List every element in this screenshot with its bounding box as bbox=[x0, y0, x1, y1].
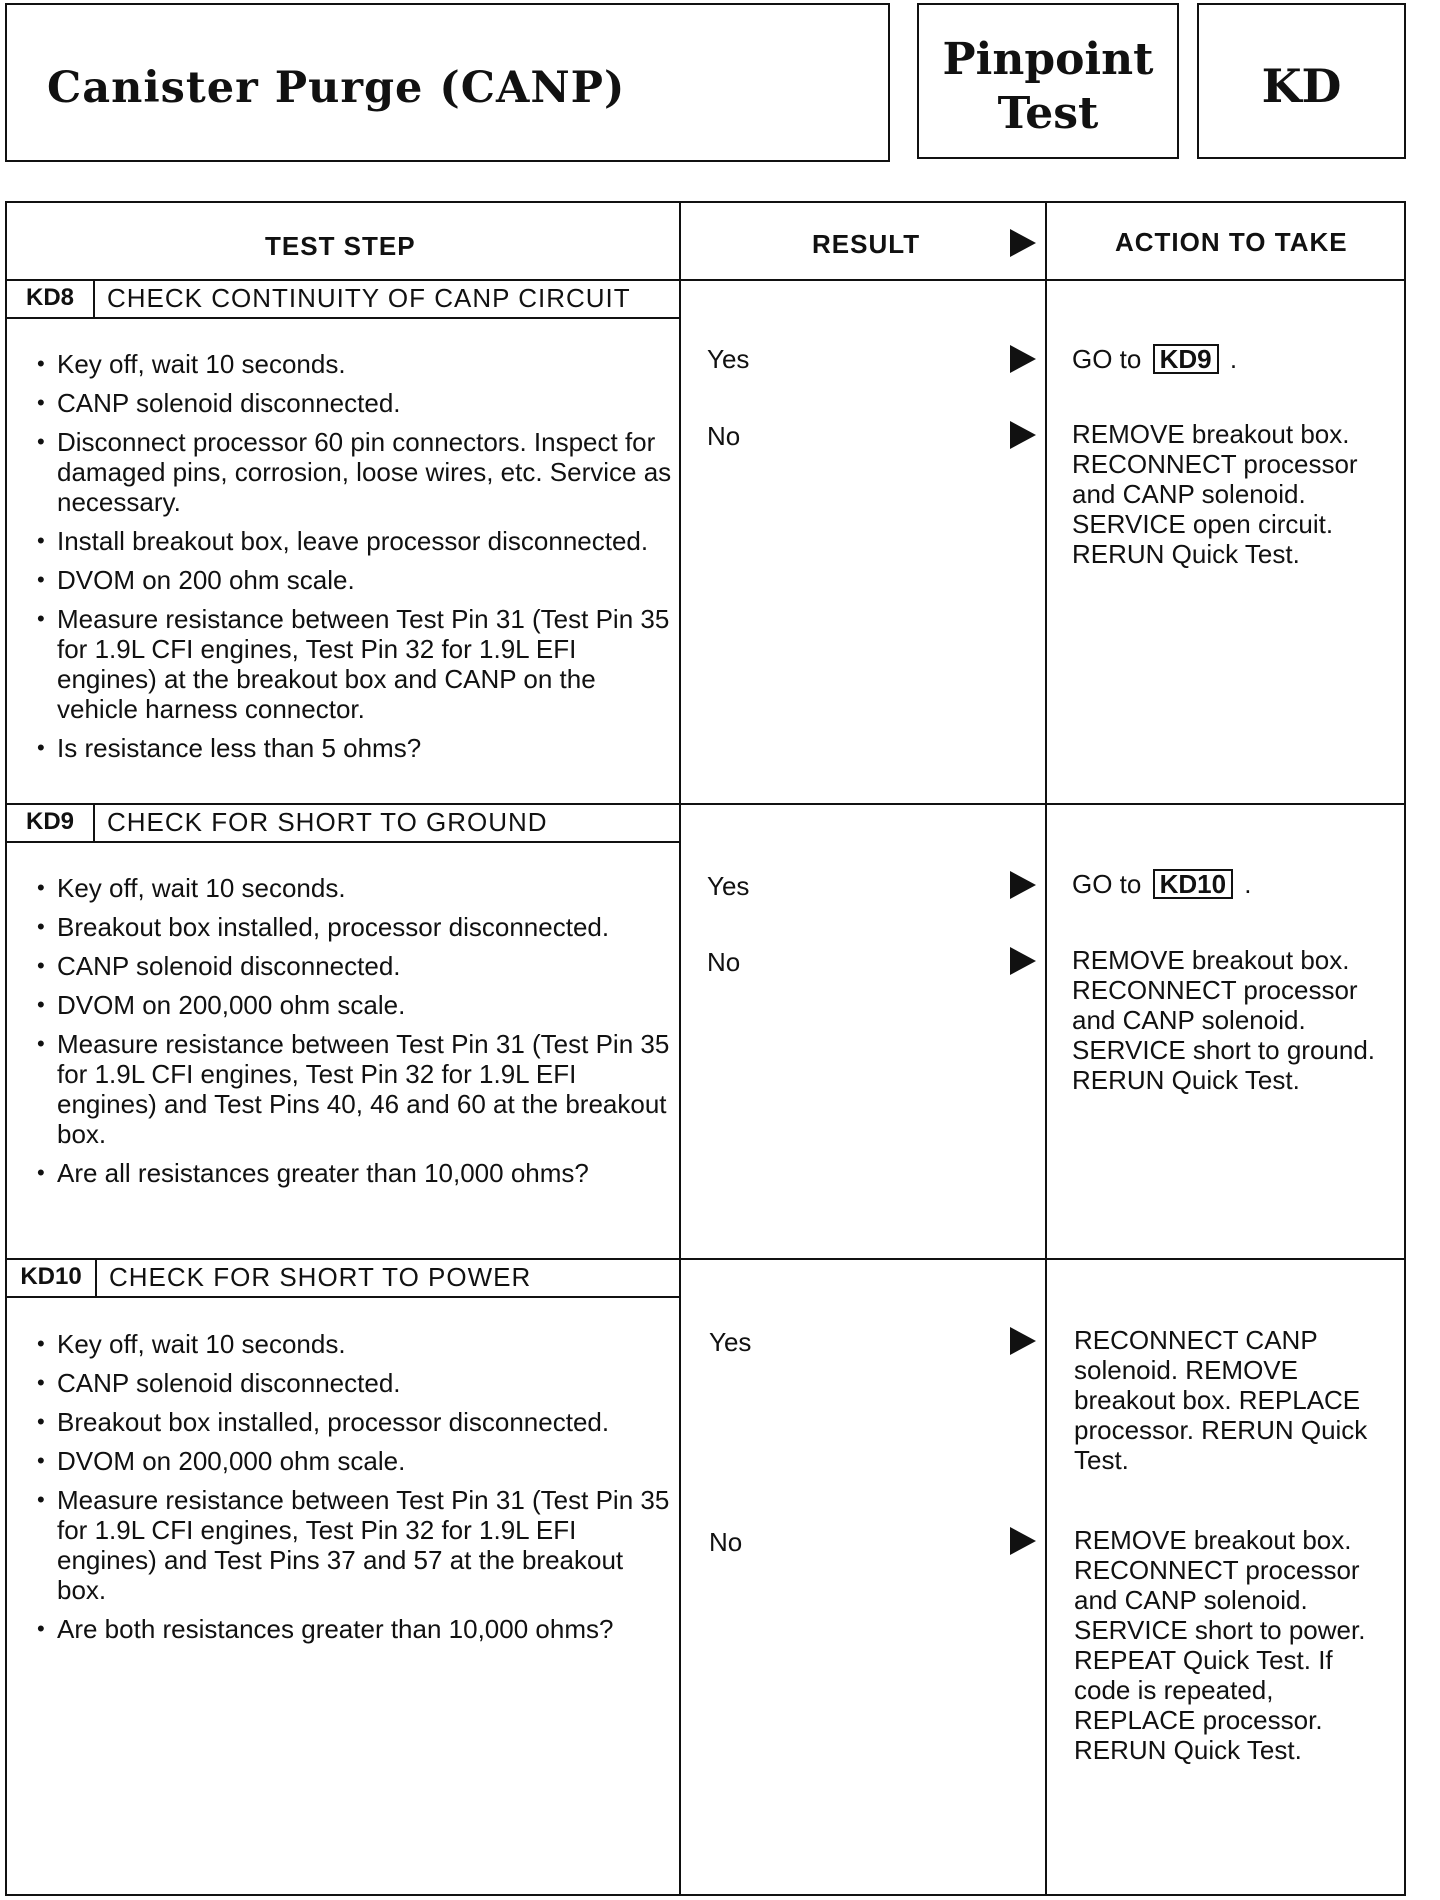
list-item: • Disconnect processor 60 pin connectors. Inspect for damaged pins, corrosion, loose wires, etc. Service as necessary. bbox=[35, 427, 675, 517]
list-item: • CANP solenoid disconnected. bbox=[35, 951, 675, 981]
list-item: • Is resistance less than 5 ohms? bbox=[35, 733, 675, 763]
action-text: RECONNECT CANP solenoid. REMOVE breakout box. REPLACE processor. RERUN Quick Test. bbox=[1074, 1325, 1368, 1475]
list-item: • DVOM on 200 ohm scale. bbox=[35, 565, 675, 595]
action-goto-prefix: GO to bbox=[1072, 344, 1149, 374]
column-header-result: RESULT bbox=[812, 229, 921, 259]
step-title: CHECK CONTINUITY OF CANP CIRCUIT bbox=[95, 279, 681, 319]
pinpoint-test-box bbox=[917, 3, 1179, 159]
pinpoint-line1: Pinpoint bbox=[942, 34, 1154, 85]
result-arrow-icon bbox=[1010, 1527, 1036, 1555]
column-header-test-step: TEST STEP bbox=[265, 231, 416, 261]
result-arrow-icon bbox=[1010, 1327, 1036, 1355]
page-title: Canister Purge (CANP) bbox=[47, 63, 626, 113]
step-id: KD9 bbox=[7, 803, 95, 843]
list-item: • CANP solenoid disconnected. bbox=[35, 1368, 675, 1398]
list-item: • Breakout box installed, processor disconnected. bbox=[35, 1407, 675, 1437]
result-arrow-icon bbox=[1010, 947, 1036, 975]
result-no: No bbox=[707, 421, 741, 451]
test-code-box bbox=[1197, 3, 1406, 159]
result-no: No bbox=[709, 1527, 743, 1557]
pinpoint-line2: Test bbox=[997, 88, 1099, 139]
result-no: No bbox=[707, 947, 741, 977]
action-goto-suffix: . bbox=[1222, 344, 1238, 374]
result-yes: Yes bbox=[707, 344, 750, 374]
list-item: • Key off, wait 10 seconds. bbox=[35, 873, 675, 903]
result-arrow-icon bbox=[1010, 871, 1036, 899]
result-yes: Yes bbox=[709, 1327, 752, 1357]
action-goto-suffix: . bbox=[1237, 869, 1252, 899]
column-header-action: ACTION TO TAKE bbox=[1115, 227, 1348, 257]
step-bullets bbox=[35, 1329, 675, 1653]
step-title: CHECK FOR SHORT TO GROUND bbox=[95, 803, 681, 843]
column-divider-result bbox=[679, 203, 681, 1894]
list-item: • Key off, wait 10 seconds. bbox=[35, 349, 675, 379]
list-item: • Are all resistances greater than 10,000 ohms? bbox=[35, 1158, 675, 1188]
result-yes: Yes bbox=[707, 871, 750, 901]
list-item: • DVOM on 200,000 ohm scale. bbox=[35, 990, 675, 1020]
list-item: • Breakout box installed, processor disconnected. bbox=[35, 912, 675, 942]
action-text: REMOVE breakout box. RECONNECT processor and CANP solenoid. SERVICE short to ground. RERUN Quick Test. bbox=[1072, 945, 1376, 1095]
list-item: • Install breakout box, leave processor disconnected. bbox=[35, 526, 675, 556]
list-item: • Measure resistance between Test Pin 31 (Test Pin 35 for 1.9L CFI engines, Test Pin 32 for 1.9L EFI engines) and Test Pins 37 and 57 at the breakout box. bbox=[35, 1485, 675, 1605]
action-text: REMOVE breakout box. RECONNECT processor and CANP solenoid. SERVICE open circuit. RERUN Quick Test. bbox=[1072, 419, 1358, 569]
step-title: CHECK FOR SHORT TO POWER bbox=[97, 1258, 681, 1298]
step-bullets bbox=[35, 873, 675, 1197]
list-item: • Measure resistance between Test Pin 31 (Test Pin 35 for 1.9L CFI engines, Test Pin 32 for 1.9L EFI engines) at the breakout box and CANP on the vehicle harness connector. bbox=[35, 604, 675, 724]
goto-step-link[interactable]: KD9 bbox=[1153, 344, 1219, 374]
step-id: KD10 bbox=[7, 1258, 97, 1298]
test-code: KD bbox=[1261, 59, 1342, 113]
result-arrow-icon bbox=[1010, 345, 1036, 373]
action-goto bbox=[1072, 869, 1392, 899]
goto-step-link[interactable]: KD10 bbox=[1153, 869, 1233, 899]
result-arrow-icon bbox=[1010, 229, 1036, 257]
step-bullets bbox=[35, 349, 675, 772]
step-id: KD8 bbox=[7, 279, 95, 319]
result-arrow-icon bbox=[1010, 421, 1036, 449]
list-item: • Measure resistance between Test Pin 31 (Test Pin 35 for 1.9L CFI engines, Test Pin 32 for 1.9L EFI engines) and Test Pins 40, 46 and 60 at the breakout box. bbox=[35, 1029, 675, 1149]
action-text: REMOVE breakout box. RECONNECT processor and CANP solenoid. SERVICE short to power. REPEAT Quick Test. If code is repeated, REPLACE processor. RERUN Quick Test. bbox=[1074, 1525, 1366, 1765]
list-item: • Are both resistances greater than 10,000 ohms? bbox=[35, 1614, 675, 1644]
title-box bbox=[5, 3, 890, 162]
pinpoint-test-label bbox=[919, 33, 1177, 141]
list-item: • Key off, wait 10 seconds. bbox=[35, 1329, 675, 1359]
list-item: • CANP solenoid disconnected. bbox=[35, 388, 675, 418]
column-divider-action bbox=[1045, 203, 1047, 1894]
list-item: • DVOM on 200,000 ohm scale. bbox=[35, 1446, 675, 1476]
action-goto bbox=[1072, 344, 1392, 374]
pinpoint-table bbox=[5, 201, 1406, 1896]
action-goto-prefix: GO to bbox=[1072, 869, 1149, 899]
